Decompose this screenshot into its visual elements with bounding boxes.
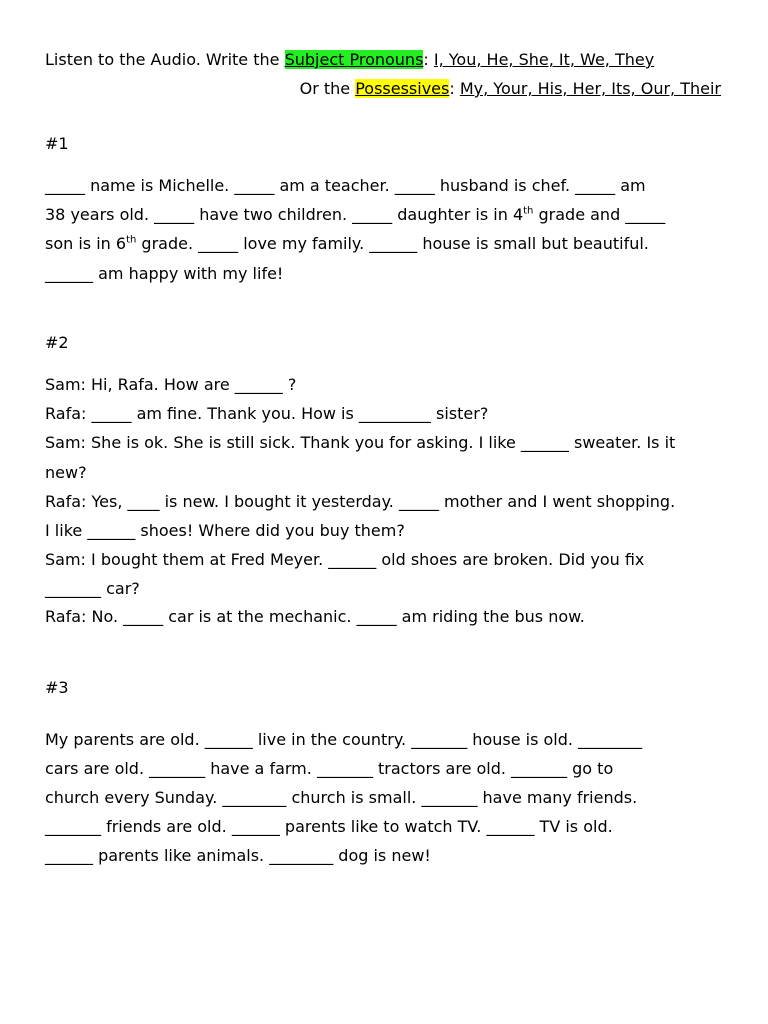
section-1-line-3 xyxy=(45,234,649,254)
dialogue-line: Rafa: _____ am fine. Thank you. How is _________ sister? xyxy=(45,404,489,423)
dialogue-line: Sam: She is ok. She is still sick. Thank you for asking. I like ______ sweater. Is it xyxy=(45,433,676,452)
dialogue-line: Sam: Hi, Rafa. How are ______ ? xyxy=(45,375,297,394)
section-1-line-4: ______ am happy with my life! xyxy=(45,264,284,283)
section-1-line-2 xyxy=(45,205,665,225)
instruction-or-prefix: Or the xyxy=(299,79,356,98)
instruction-prefix: Listen to the Audio. Write the xyxy=(45,50,285,69)
dialogue-line: I like ______ shoes! Where did you buy them? xyxy=(45,521,405,540)
subject-colon: : xyxy=(423,50,434,69)
section-2-number: #2 xyxy=(45,333,69,352)
section-1-line-3-text: son is in 6 xyxy=(45,234,127,253)
section-1-line-3-tail: grade. _____ love my family. ______ house is small but beautiful. xyxy=(136,234,649,253)
section-3-line: _______ friends are old. ______ parents like to watch TV. ______ TV is old. xyxy=(45,817,613,836)
subject-pronouns-list: I, You, He, She, It, We, They xyxy=(433,50,655,69)
ordinal-suffix: th xyxy=(523,205,534,217)
section-1-line-1: _____ name is Michelle. _____ am a teacher. _____ husband is chef. _____ am xyxy=(45,176,646,195)
section-3-line: church every Sunday. ________ church is small. _______ have many friends. xyxy=(45,788,638,807)
possessives-list: My, Your, His, Her, Its, Our, Their xyxy=(459,79,721,98)
dialogue-line: Rafa: Yes, ____ is new. I bought it yesterday. _____ mother and I went shopping. xyxy=(45,492,676,511)
section-3-line: My parents are old. ______ live in the country. _______ house is old. ________ xyxy=(45,730,643,749)
section-1-line-2-tail: grade and _____ xyxy=(533,205,666,224)
dialogue-line: Rafa: No. _____ car is at the mechanic. _____ am riding the bus now. xyxy=(45,607,585,626)
dialogue-line: _______ car? xyxy=(45,579,140,598)
ordinal-suffix: th xyxy=(126,234,137,246)
section-3-line: ______ parents like animals. ________ dog is new! xyxy=(45,846,431,865)
section-3-line: cars are old. _______ have a farm. _______ tractors are old. _______ go to xyxy=(45,759,614,778)
section-3-number: #3 xyxy=(45,678,69,697)
instruction-line-2 xyxy=(300,79,721,99)
dialogue-line: new? xyxy=(45,463,87,482)
possessive-colon: : xyxy=(449,79,460,98)
dialogue-line: Sam: I bought them at Fred Meyer. ______ old shoes are broken. Did you fix xyxy=(45,550,645,569)
instruction-line-1 xyxy=(45,50,654,70)
section-1-line-2-text: 38 years old. _____ have two children. _____ daughter is in 4 xyxy=(45,205,524,224)
possessives-label: Possessives xyxy=(355,79,450,98)
section-1-number: #1 xyxy=(45,134,69,153)
subject-pronouns-label: Subject Pronouns xyxy=(284,50,424,69)
